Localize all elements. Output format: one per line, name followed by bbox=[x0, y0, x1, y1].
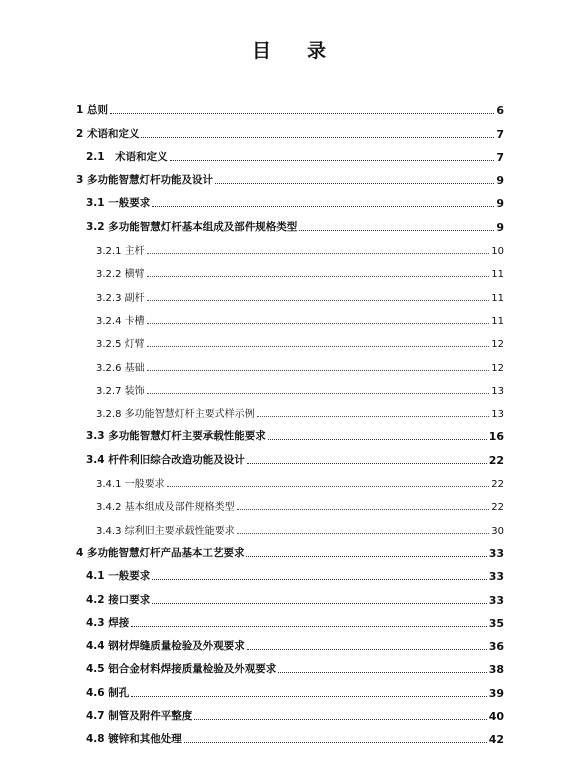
dot-leader bbox=[147, 346, 490, 347]
toc-entry[interactable] bbox=[0, 280, 580, 303]
toc-entry[interactable] bbox=[0, 723, 580, 746]
toc-entry[interactable] bbox=[0, 210, 580, 233]
toc-entry[interactable] bbox=[0, 257, 580, 280]
dot-leader bbox=[247, 649, 487, 650]
toc-entry[interactable] bbox=[0, 420, 580, 443]
toc-entry[interactable] bbox=[0, 513, 580, 536]
dot-leader bbox=[237, 509, 490, 510]
toc-entry-label: 2 术语和定义 bbox=[76, 127, 140, 140]
dot-leader bbox=[184, 742, 487, 743]
dot-leader bbox=[147, 276, 490, 277]
toc-entry-page-number: 16 bbox=[488, 430, 504, 444]
toc-entry[interactable] bbox=[0, 676, 580, 699]
toc-entry-page-number: 22 bbox=[491, 479, 504, 491]
dot-leader bbox=[170, 160, 495, 161]
dot-leader bbox=[246, 556, 486, 557]
dot-leader bbox=[268, 439, 487, 440]
dot-leader bbox=[147, 253, 490, 254]
toc-entry-page-number: 30 bbox=[491, 525, 504, 537]
toc-entry[interactable] bbox=[0, 234, 580, 257]
dot-leader bbox=[152, 206, 494, 207]
toc-entry-page-number: 33 bbox=[488, 593, 504, 607]
toc-entry-label: 2.1 术语和定义 bbox=[86, 150, 168, 163]
toc-entry-label: 3.2.6 基础 bbox=[96, 362, 145, 374]
toc-entry-label: 4 多功能智慧灯杆产品基本工艺要求 bbox=[76, 546, 245, 559]
toc-entry[interactable] bbox=[0, 350, 580, 373]
toc-entry-page-number: 9 bbox=[496, 220, 504, 234]
toc-entry-label: 3.4.3 综利旧主要承载性能要求 bbox=[96, 525, 235, 537]
toc-entry-label: 4.3 焊接 bbox=[86, 616, 130, 629]
toc-entry-label: 3.4.1 一般要求 bbox=[96, 479, 165, 491]
dot-leader bbox=[167, 486, 490, 487]
dot-leader bbox=[215, 183, 494, 184]
toc-entry-label: 4.2 接口要求 bbox=[86, 593, 151, 606]
toc-entry-label: 3.4.2 基本组成及部件规格类型 bbox=[96, 502, 235, 514]
toc-entry-page-number: 22 bbox=[491, 502, 504, 514]
toc-entry-page-number: 35 bbox=[488, 616, 504, 630]
toc-entry-label: 3 多功能智慧灯杆功能及设计 bbox=[76, 174, 213, 187]
toc-entry-page-number: 40 bbox=[488, 710, 504, 724]
toc-entry-label: 1 总则 bbox=[76, 104, 108, 117]
dot-leader bbox=[131, 626, 486, 627]
toc-entry-label: 3.2.8 多功能智慧灯杆主要式样示例 bbox=[96, 409, 255, 421]
toc-entry[interactable] bbox=[0, 653, 580, 676]
toc-entry[interactable] bbox=[0, 607, 580, 630]
toc-entry-page-number: 13 bbox=[491, 385, 504, 397]
toc-entry[interactable] bbox=[0, 304, 580, 327]
toc-entry-page-number: 11 bbox=[491, 315, 504, 327]
toc-entry-label: 3.2.1 主杆 bbox=[96, 246, 145, 258]
toc-entry-page-number: 12 bbox=[491, 362, 504, 374]
toc-entry-page-number: 10 bbox=[491, 246, 504, 258]
toc-entry-label: 4.5 铝合金材料焊接质量检验及外观要求 bbox=[86, 663, 277, 676]
toc-entry-label: 4.6 制孔 bbox=[86, 686, 130, 699]
toc-entry-label: 3.2.5 灯臂 bbox=[96, 339, 145, 351]
toc-entry-label: 3.2.7 装饰 bbox=[96, 385, 145, 397]
toc-entry-label: 3.2 多功能智慧灯杆基本组成及部件规格类型 bbox=[86, 220, 298, 233]
toc-entry-label: 3.2.2 横臂 bbox=[96, 269, 145, 281]
toc-entry-page-number: 39 bbox=[488, 686, 504, 700]
toc-entry-page-number: 7 bbox=[496, 127, 504, 141]
dot-leader bbox=[147, 300, 490, 301]
toc-entry[interactable] bbox=[0, 467, 580, 490]
page-title bbox=[0, 36, 580, 63]
toc-entry-page-number: 9 bbox=[496, 197, 504, 211]
table-of-contents bbox=[0, 94, 580, 746]
dot-leader bbox=[257, 416, 490, 417]
toc-entry[interactable] bbox=[0, 374, 580, 397]
dot-leader bbox=[110, 113, 494, 114]
dot-leader bbox=[237, 533, 490, 534]
dot-leader bbox=[194, 719, 486, 720]
dot-leader bbox=[147, 393, 490, 394]
dot-leader bbox=[152, 579, 486, 580]
dot-leader bbox=[278, 672, 486, 673]
toc-entry-label: 4.8 镀锌和其他处理 bbox=[86, 733, 182, 746]
toc-entry-page-number: 38 bbox=[488, 663, 504, 677]
toc-entry[interactable] bbox=[0, 560, 580, 583]
toc-entry[interactable] bbox=[0, 537, 580, 560]
dot-leader bbox=[152, 603, 486, 604]
toc-entry-page-number: 12 bbox=[491, 339, 504, 351]
toc-entry[interactable] bbox=[0, 490, 580, 513]
toc-entry-label: 4.1 一般要求 bbox=[86, 570, 151, 583]
toc-entry-label: 3.2.3 副杆 bbox=[96, 292, 145, 304]
dot-leader bbox=[131, 696, 486, 697]
toc-entry-label: 4.7 制管及附件平整度 bbox=[86, 710, 193, 723]
title-char-2: 录 bbox=[307, 40, 329, 62]
dot-leader bbox=[147, 370, 490, 371]
toc-entry[interactable] bbox=[0, 443, 580, 466]
dot-leader bbox=[247, 463, 487, 464]
toc-entry[interactable] bbox=[0, 117, 580, 140]
toc-entry-label: 4.4 钢材焊缝质量检验及外观要求 bbox=[86, 640, 245, 653]
toc-entry-page-number: 33 bbox=[488, 570, 504, 584]
toc-entry-page-number: 13 bbox=[491, 409, 504, 421]
toc-entry[interactable] bbox=[0, 700, 580, 723]
dot-leader bbox=[147, 323, 490, 324]
toc-entry[interactable] bbox=[0, 397, 580, 420]
toc-entry[interactable] bbox=[0, 630, 580, 653]
toc-entry-page-number: 11 bbox=[491, 269, 504, 281]
dot-leader bbox=[299, 230, 494, 231]
toc-entry[interactable] bbox=[0, 94, 580, 117]
toc-entry[interactable] bbox=[0, 187, 580, 210]
toc-entry-label: 3.2.4 卡槽 bbox=[96, 315, 145, 327]
toc-entry-page-number: 33 bbox=[488, 546, 504, 560]
toc-entry[interactable] bbox=[0, 327, 580, 350]
toc-entry[interactable] bbox=[0, 141, 580, 164]
toc-entry-page-number: 42 bbox=[488, 733, 504, 747]
toc-entry-page-number: 36 bbox=[488, 640, 504, 654]
toc-entry-page-number: 22 bbox=[488, 453, 504, 467]
toc-entry[interactable] bbox=[0, 583, 580, 606]
toc-entry-page-number: 7 bbox=[496, 150, 504, 164]
toc-entry-page-number: 6 bbox=[496, 104, 504, 118]
toc-entry-page-number: 11 bbox=[491, 292, 504, 304]
toc-entry-page-number: 9 bbox=[496, 174, 504, 188]
toc-entry-label: 3.1 一般要求 bbox=[86, 197, 151, 210]
title-char-1: 目 bbox=[251, 40, 273, 62]
toc-entry-label: 3.3 多功能智慧灯杆主要承载性能要求 bbox=[86, 430, 266, 443]
toc-entry-label: 3.4 杆件利旧综合改造功能及设计 bbox=[86, 453, 245, 466]
dot-leader bbox=[141, 137, 494, 138]
toc-entry[interactable] bbox=[0, 164, 580, 187]
